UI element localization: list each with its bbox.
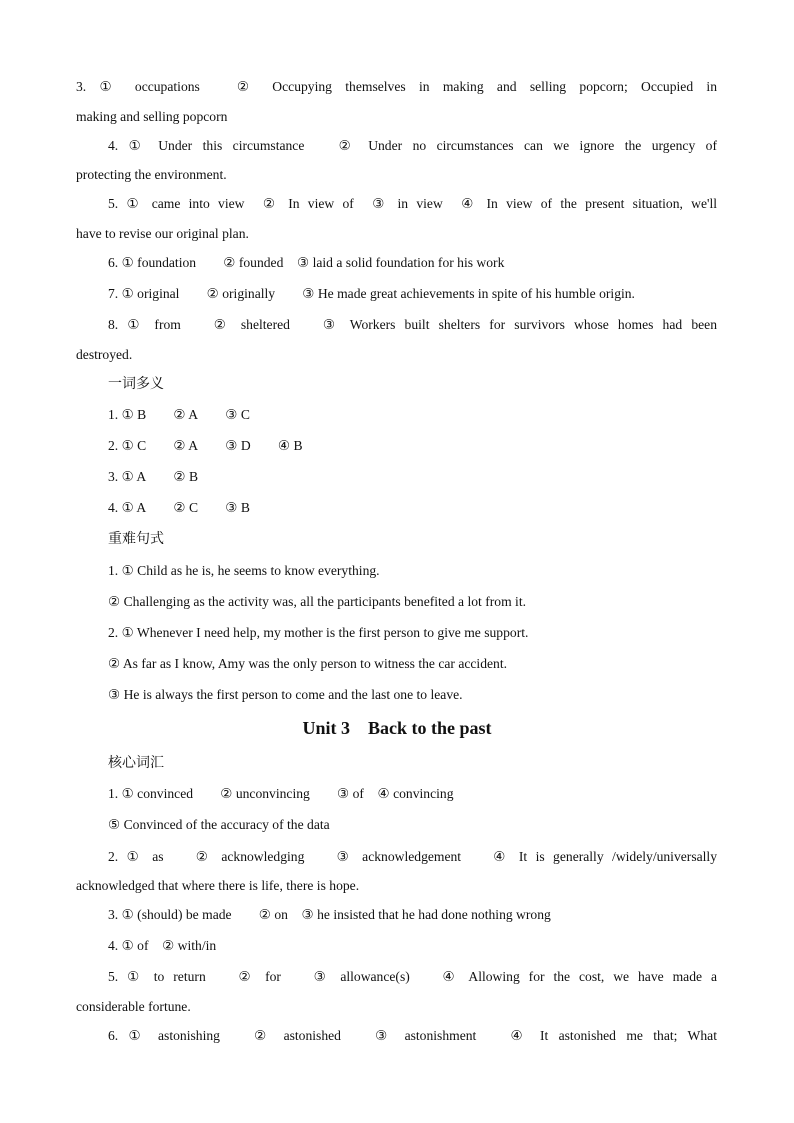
polysemy-2: 2. ① C ② A ③ D ④ B: [108, 438, 303, 453]
sentence-1a: 1. ① Child as he is, he seems to know everything.: [108, 563, 380, 578]
unit-title: Unit 3 Back to the past: [302, 718, 492, 738]
vocab-4: 4. ① of ② with/in: [108, 938, 217, 953]
sentence-2a: 2. ① Whenever I need help, my mother is the first person to give me support.: [108, 625, 529, 640]
sentence-2b: ② As far as I know, Amy was the only person to witness the car accident.: [108, 656, 508, 671]
polysemy-3: 3. ① A ② B: [108, 469, 199, 484]
line-5: 5. ① came into view ② In view of ③ in view ④ In view of the present situation, we'll: [108, 196, 717, 211]
line-5-cont: have to revise our original plan.: [76, 226, 249, 241]
vocab-6: 6. ① astonishing ② astonished ③ astonishment ④ It astonished me that; What: [108, 1028, 717, 1043]
line-7: 7. ① original ② originally ③ He made great achievements in spite of his humble origin.: [108, 286, 635, 301]
polysemy-4: 4. ① A ② C ③ B: [108, 500, 250, 515]
sentence-2c: ③ He is always the first person to come and the last one to leave.: [108, 687, 463, 702]
section-heading-polysemy: 一词多义: [108, 376, 164, 392]
vocab-2-cont: acknowledged that where there is life, there is hope.: [76, 878, 360, 893]
line-6: 6. ① foundation ② founded ③ laid a solid foundation for his work: [108, 255, 505, 270]
line-8-cont: destroyed.: [76, 347, 133, 362]
line-4: 4. ① Under this circumstance ② Under no circumstances can we ignore the urgency of: [108, 138, 717, 153]
polysemy-1: 1. ① B ② A ③ C: [108, 407, 250, 422]
vocab-5-cont: considerable fortune.: [76, 999, 191, 1014]
vocab-2: 2. ① as ② acknowledging ③ acknowledgement ④ It is generally /widely/universally: [108, 849, 717, 864]
section-heading-vocab: 核心词汇: [108, 755, 164, 771]
line-3: 3. ① occupations ② Occupying themselves in making and selling popcorn; Occupied in: [76, 79, 717, 94]
line-4-cont: protecting the environment.: [76, 167, 227, 182]
sentence-1b: ② Challenging as the activity was, all the participants benefited a lot from it.: [108, 594, 526, 609]
line-8: 8. ① from ② sheltered ③ Workers built shelters for survivors whose homes had been: [108, 317, 717, 332]
vocab-3: 3. ① (should) be made ② on ③ he insisted that he had done nothing wrong: [108, 907, 551, 922]
section-heading-sentences: 重难句式: [108, 531, 164, 547]
vocab-5: 5. ① to return ② for ③ allowance(s) ④ Allowing for the cost, we have made a: [108, 969, 717, 984]
line-3-cont: making and selling popcorn: [76, 109, 228, 124]
vocab-1: 1. ① convinced ② unconvincing ③ of ④ convincing: [108, 786, 454, 801]
vocab-1e: ⑤ Convinced of the accuracy of the data: [108, 817, 330, 832]
